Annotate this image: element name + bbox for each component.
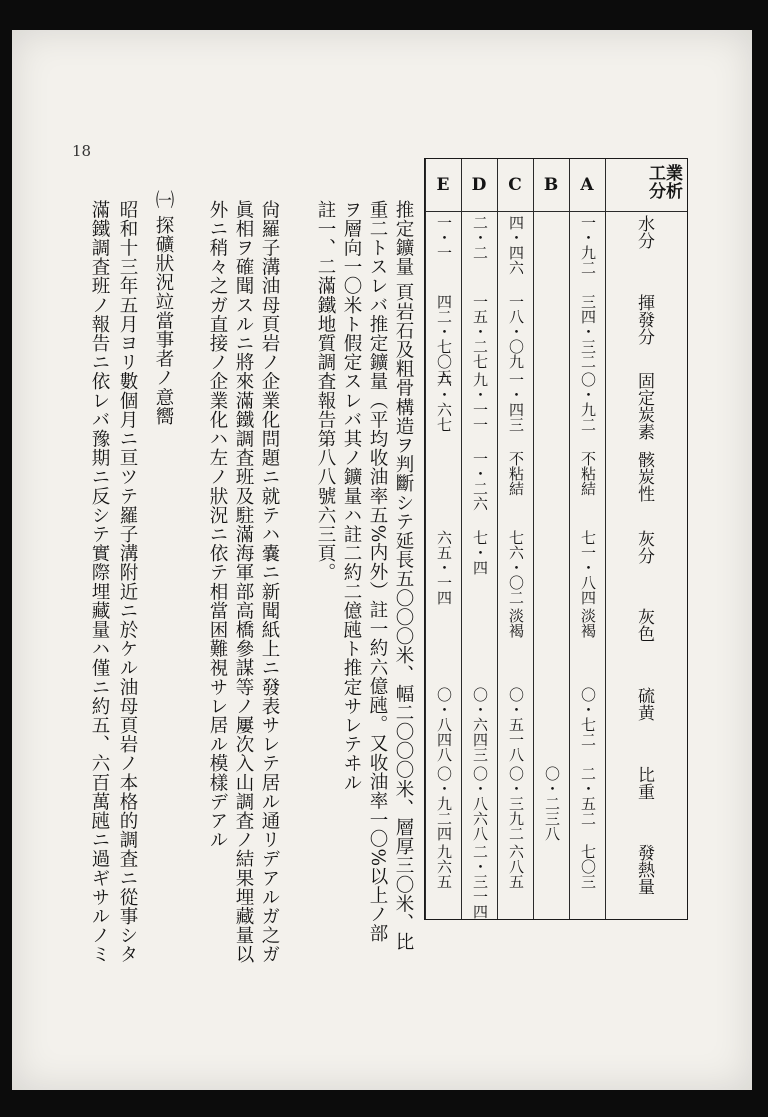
table-row-label: D	[471, 175, 487, 195]
table-cell: 〇・七二	[579, 687, 597, 747]
table-cell: 〇・二三八	[543, 765, 561, 841]
table-header-cell: 發熱量	[634, 844, 654, 896]
table-cell: 〇・九二	[579, 372, 597, 433]
page-number: 18	[72, 142, 92, 160]
table-cell: 七六・〇二	[507, 529, 525, 605]
text-line: 重二トスレバ推定鑛量（平均收油率五%内外）註一約六億瓲。又收油率一〇%以上ノ部	[367, 200, 388, 944]
text-line: ㈠ 探礦狀況竝當事者ノ意嚮	[153, 190, 174, 426]
text-line: 尙羅子溝油母頁岩ノ企業化問題ニ就テハ嚢ニ新聞紙上ニ發表サレテ居ル通リデアルガ之ガ	[259, 200, 280, 964]
table-cell: 一八・〇九	[507, 293, 525, 369]
table-cell: 三四・三二	[579, 293, 597, 369]
table-header-cell: 骸炭性	[634, 451, 654, 502]
text-line: 昭和十三年五月ヨリ數個月ニ亘ツテ羅子溝附近ニ於ケル油母頁岩ノ本格的調査ニ從事シタ	[117, 200, 138, 964]
table-row-label: E	[436, 175, 450, 195]
table-cell: 淡褐	[579, 608, 597, 639]
table-column-divider	[569, 159, 570, 919]
analysis-table	[424, 158, 688, 920]
table-column-divider	[605, 159, 606, 919]
table-cell: 七〇三	[579, 844, 597, 890]
text-line: 眞相ヲ確聞スルニ將來滿鐵調査班及駐滿海軍部高橋參謀等ノ屢次入山調査ノ結果埋藏量以	[233, 200, 254, 964]
table-cell: 一・一	[435, 215, 453, 260]
text-line: 滿鐵調査班ノ報告ニ依レバ豫期ニ反シテ實際埋藏量ハ僅ニ約五、六百萬瓲ニ過ギサルノミ	[89, 200, 110, 964]
table-column-divider	[461, 159, 462, 919]
table-cell: 〇・八六八	[471, 765, 489, 841]
table-cell: 〇・六四三	[471, 687, 489, 762]
table-cell: 二・二	[471, 215, 489, 260]
table-column-divider	[533, 159, 534, 919]
table-cell: 〇・八四八	[435, 687, 453, 762]
table-cell: 六五・一四	[435, 529, 453, 605]
table-header-divider	[425, 211, 687, 212]
table-cell: 六・六七	[435, 372, 453, 433]
table-cell: 七・四	[471, 529, 489, 575]
table-cell: 〇・五一八	[507, 687, 525, 762]
table-cell: 一五・二七	[471, 293, 489, 369]
table-row-label: B	[543, 175, 559, 195]
table-cell: 二・五二	[579, 765, 597, 826]
table-row-label: C	[508, 175, 522, 195]
table-header-cell: 水分	[634, 215, 654, 249]
table-cell: 〇・九二四	[435, 765, 453, 841]
table-cell: 六八五	[507, 844, 525, 890]
text-line: ヲ層向一〇米ト假定スレバ其ノ鑛量ハ註二約二億瓲ト推定サレテヰル	[341, 200, 362, 793]
table-column-divider	[425, 159, 426, 919]
table-cell: 一・二六	[471, 451, 489, 511]
text-line: 註一、二滿鐵地質調査報告第八八號六三頁。	[315, 200, 336, 582]
table-header-cell: 灰分	[634, 529, 654, 564]
table-cell: 一・四三	[507, 372, 525, 433]
table-header-cell: 固定炭素	[634, 372, 654, 441]
table-cell: 七一・八四	[579, 529, 597, 605]
text-line: 外ニ稍々之ガ直接ノ企業化ハ左ノ狀況ニ依テ相當困難視サレ居ル模樣デアル	[207, 200, 228, 850]
table-cell: 九六五	[435, 844, 453, 890]
table-header-cell: 硫黄	[634, 687, 654, 721]
table-cell: 不粘結	[579, 451, 597, 496]
document-page	[12, 30, 752, 1090]
table-cell: 淡褐	[507, 608, 525, 639]
table-header-cell: 比重	[634, 765, 654, 800]
table-cell: 二・三一四	[471, 844, 489, 920]
table-row-label: A	[580, 175, 594, 195]
table-cell: 四二・七〇五	[435, 293, 453, 384]
table-corner-label: 工業分析	[649, 164, 683, 202]
table-cell: 〇・三九二	[507, 765, 525, 841]
table-header-cell: 灰色	[634, 608, 654, 643]
table-header-cell: 揮發分	[634, 293, 654, 345]
table-column-divider	[497, 159, 498, 919]
table-cell: 四・四六	[507, 215, 525, 275]
table-cell: 不粘結	[507, 451, 525, 496]
text-line: 推定鑛量 頁岩石及粗骨構造ヲ判斷シテ延長五〇〇〇米、幅二〇〇〇米、層厚三〇米、比	[393, 200, 414, 952]
table-cell: 一・九二	[579, 215, 597, 275]
table-cell: 九・一一	[471, 372, 489, 433]
